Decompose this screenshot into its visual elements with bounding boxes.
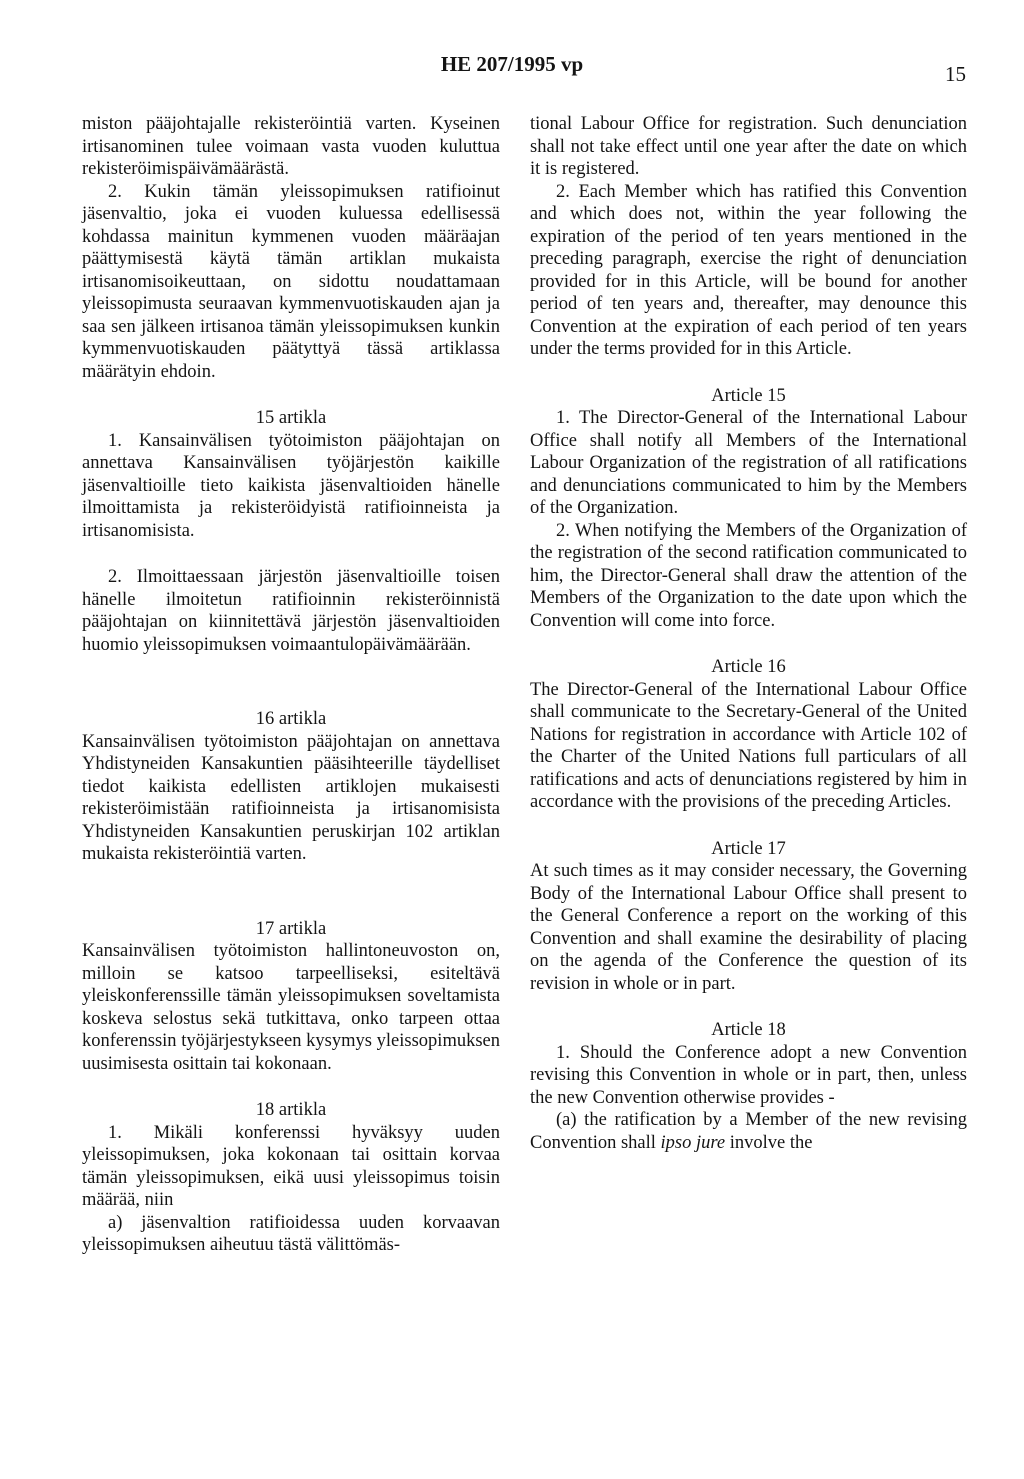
- finnish-column: [82, 113, 500, 1257]
- document-id: HE 207/1995 vp: [440, 52, 584, 76]
- en-article-15-heading: Article 15: [711, 385, 786, 406]
- page-header: [0, 52, 1024, 86]
- en-article-14-paragraph-2: 2. Each Member which has ratified this Convention and which does not, within the year following the expiration of the period of ten years mentioned in the preceding paragraph, exercise the right of denunciation provided for in this Article, will be bound for another period of ten years and, thereafter, may denounce this Convention at the expiration of each period of ten years under the terms provided for in this Article.: [530, 181, 967, 359]
- fi-article-15-paragraph-2: 2. Ilmoittaessaan järjestön jäsenvaltioille toisen hänelle ilmoitetun ratifioinnin rekisteröinnistä pääjohtajan on kiinnitettävä järjestön jäsenvaltioiden huomio yleissopimuksen voimaantulopäivämäärään.: [82, 567, 500, 655]
- en-article-18-item-a: [530, 1109, 967, 1154]
- fi-article-17-heading: 17 artikla: [255, 918, 327, 939]
- fi-article-17-paragraph: Kansainvälisen työtoimiston hallintoneuvoston on, milloin se katsoo tarpeelliseksi, esiteltävä yleiskonferenssille tämän yleissopimuksen soveltamista koskeva selostus sekä tutkittava, onko tarpeen ottaa konferenssin työjärjestykseen kysymys yleissopimuksen uusimisesta osittain tai kokonaan.: [82, 941, 500, 1074]
- en-article-17-heading: Article 17: [711, 838, 786, 859]
- fi-article-14-paragraph-2: 2. Kukin tämän yleissopimuksen ratifioinut jäsenvaltio, joka ei vuoden kuluessa edellisessä kohdassa mainitun kymmenen vuoden määräajan päättymisestä käytä tämän artiklan mukaista irtisanomisoikeuttaan, on sidottu noudattamaan yleissopimusta seuraavan kymmenvuotiskauden ajan ja saa sen jälkeen irtisanoa tämän yleissopimuksen kunkin kymmenvuotiskauden päätyttyä tässä artiklassa määrätyin ehdoin.: [82, 181, 500, 382]
- fi-article-16-paragraph: Kansainvälisen työtoimiston pääjohtajan on annettava Yhdistyneiden Kansakuntien pääsihteerille täydelliset tiedot kaikista edellisten artiklojen mukaisesti rekisteröimistään ratifioinneista ja irtisanomisista Yhdistyneiden Kansakuntien peruskirjan 102 artiklan mukaista rekisteröintiä varten.: [82, 731, 500, 864]
- fi-article-14-continuation: miston pääjohtajalle rekisteröintiä varten. Kyseinen irtisanominen tulee voimaan vasta vuoden kuluttua rekisteröimispäivämäärästä.: [82, 114, 500, 179]
- fi-article-18-paragraph-1: 1. Mikäli konferenssi hyväksyy uuden yleissopimuksen, joka kokonaan tai osittain korvaa tämän yleissopimuksen, eikä uusi yleissopimus toisin määrää, niin: [82, 1122, 500, 1210]
- en-article-18-paragraph-1: 1. Should the Conference adopt a new Convention revising this Convention in whole or in part, then, unless the new Convention otherwise provides -: [530, 1042, 967, 1108]
- fi-article-18-heading: 18 artikla: [255, 1100, 327, 1120]
- en-article-16-heading: Article 16: [711, 657, 786, 677]
- en-article-14-continuation: tional Labour Office for registration. Such denunciation shall not take effect until one year after the date on which it is registered.: [530, 114, 967, 179]
- fi-article-18-item-a: a) jäsenvaltion ratifioidessa uuden korvaavan yleissopimuksen aiheutuu tästä välittömäs-: [82, 1212, 500, 1255]
- fi-article-15-paragraph-1: 1. Kansainvälisen työtoimiston pääjohtajan on annettava Kansainvälisen työjärjestön kaikille jäsenvaltioille tieto kaikista jäsenvaltioiden hänelle ilmoittamista ja rekisteröidyistä ratifioinneista ja irtisanomisista.: [82, 430, 500, 541]
- en-article-18-item-a-start: (a) the ratification by a Member of the new revising Convention shall: [530, 1110, 967, 1153]
- en-article-15-paragraph-2: 2. When notifying the Members of the Organization of the registration of the second ratification communicated to him, the Director-General shall draw the attention of the Members of the Organization to the date upon which the Convention will come into force.: [530, 520, 967, 631]
- page-number: 15: [945, 62, 966, 86]
- en-ipso-jure: ipso jure: [660, 1132, 726, 1153]
- en-article-18-heading: Article 18: [711, 1020, 786, 1040]
- en-article-17-paragraph: At such times as it may consider necessary, the Governing Body of the International Labour Office shall present to the General Conference a report on the working of this Convention and shall examine the desirability of placing on the agenda of the Conference the question of its revision in whole or in part.: [530, 861, 967, 994]
- english-column: [530, 113, 967, 1154]
- en-article-15-paragraph-1: 1. The Director-General of the International Labour Office shall notify all Members of the International Labour Organization of the registration of all ratifications and denunciations communicated to him by the Members of the Organization.: [530, 408, 967, 518]
- fi-article-16-heading: 16 artikla: [255, 709, 327, 729]
- fi-article-15-heading: 15 artikla: [255, 408, 327, 428]
- en-article-16-paragraph: The Director-General of the International Labour Office shall communicate to the Secretary-General of the United Nations for registration in accordance with Article 102 of the Charter of the United Nations full particulars of all ratifications and acts of denunciations registered by him in accordance with the provisions of the preceding Articles.: [530, 679, 967, 812]
- en-article-18-item-a-end: involve the: [725, 1132, 813, 1153]
